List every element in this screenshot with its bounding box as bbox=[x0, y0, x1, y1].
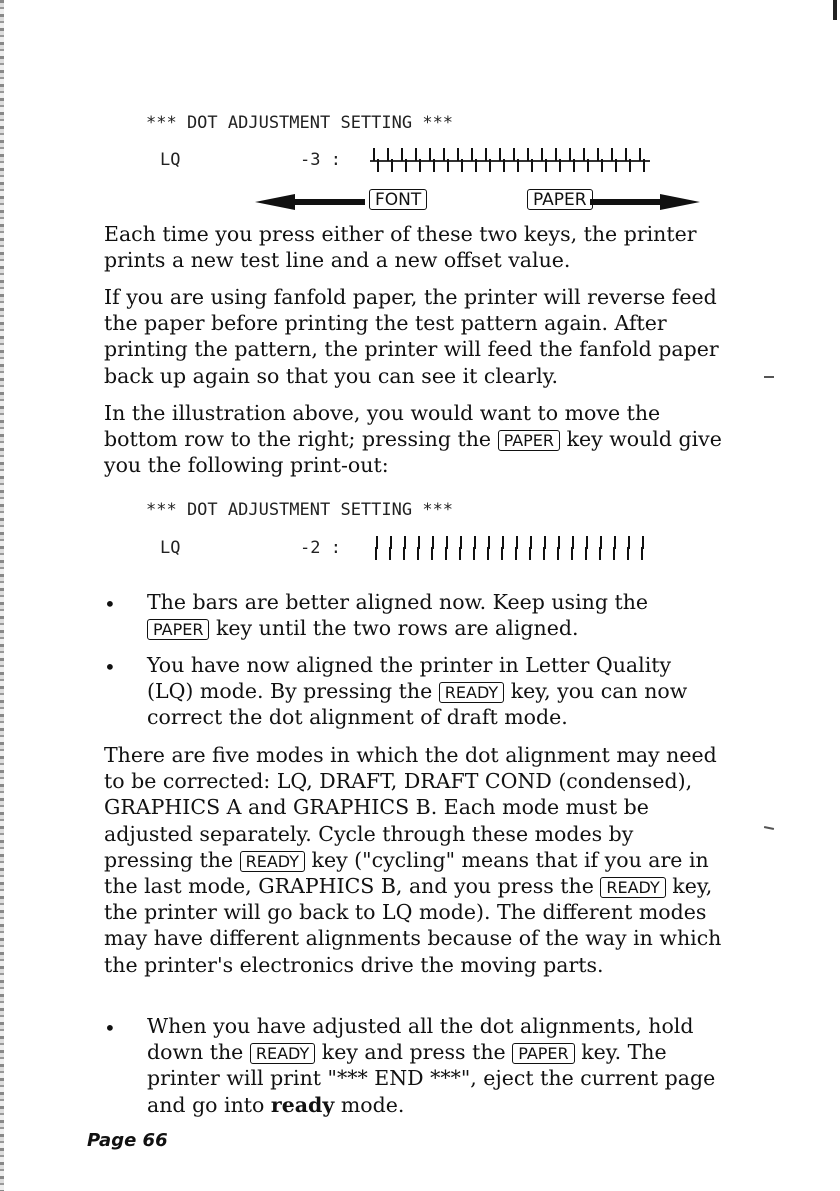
test-line-value: -3 : bbox=[300, 150, 341, 170]
bullet-icon: • bbox=[104, 655, 116, 679]
test-bar bbox=[426, 536, 440, 560]
paper-key: PAPER bbox=[512, 1043, 574, 1064]
ready-key: READY bbox=[240, 851, 305, 872]
margin-tick bbox=[764, 826, 774, 830]
test-bar bbox=[370, 536, 384, 560]
test-bar bbox=[552, 148, 566, 172]
test-bar bbox=[580, 148, 594, 172]
test-bar bbox=[622, 148, 636, 172]
page-number: Page 66 bbox=[87, 1130, 168, 1151]
test-bar bbox=[524, 536, 538, 560]
test-bar bbox=[454, 148, 468, 172]
test-bar bbox=[594, 536, 608, 560]
test-bar bbox=[384, 148, 398, 172]
test-line-mode: LQ bbox=[160, 538, 181, 558]
test-bar bbox=[552, 536, 566, 560]
test-bar bbox=[454, 536, 468, 560]
bullet-finish: When you have adjusted all the dot alignments, hold down the READY key and press the PAPER key. The printer will print "*** END ***", eject the current page and go into ready mode. bbox=[147, 1014, 716, 1117]
test-bar bbox=[440, 536, 454, 560]
test-bar bbox=[370, 148, 384, 172]
test-bar bbox=[510, 148, 524, 172]
test-line-mode: LQ bbox=[160, 150, 181, 170]
test-line-1 bbox=[160, 148, 650, 172]
test-bar bbox=[636, 148, 650, 172]
test-line-value: -2 : bbox=[300, 538, 341, 558]
test-bar bbox=[538, 536, 552, 560]
bullet-better-aligned: The bars are better aligned now. Keep using the PAPER key until the two rows are aligned. bbox=[147, 590, 649, 641]
ready-key: READY bbox=[600, 877, 665, 898]
bullet-icon: • bbox=[104, 1016, 116, 1040]
test-bar bbox=[412, 536, 426, 560]
arrow-left-icon bbox=[255, 194, 365, 210]
paper-key: PAPER bbox=[498, 430, 560, 451]
scan-left-edge bbox=[0, 0, 4, 1191]
paragraph-illustration: In the illustration above, you would want to move the bottom row to the right; pressing the PAPER key would give you the following print-out: bbox=[104, 401, 722, 478]
test-bar bbox=[636, 536, 650, 560]
test-bar bbox=[482, 148, 496, 172]
paragraph-fanfold: If you are using fanfold paper, the printer will reverse feed the paper before printing the test pattern again. After printing the pattern, the printer will feed the fanfold paper back up again so that you can see it clearly. bbox=[104, 285, 719, 388]
test-bar bbox=[440, 148, 454, 172]
test-bar bbox=[608, 536, 622, 560]
test-bar bbox=[426, 148, 440, 172]
ready-key: READY bbox=[250, 1043, 315, 1064]
paper-key: PAPER bbox=[527, 189, 593, 210]
test-bar bbox=[496, 148, 510, 172]
test-bar bbox=[524, 148, 538, 172]
test-bar bbox=[566, 148, 580, 172]
test-bar bbox=[510, 536, 524, 560]
test-bar bbox=[496, 536, 510, 560]
test-bar bbox=[468, 536, 482, 560]
test-bar bbox=[384, 536, 398, 560]
test-bar bbox=[594, 148, 608, 172]
test-bar bbox=[398, 148, 412, 172]
test-bar bbox=[482, 536, 496, 560]
test-bar bbox=[622, 536, 636, 560]
paper-key: PAPER bbox=[147, 619, 209, 640]
test-line-2 bbox=[160, 536, 650, 560]
test-bar bbox=[566, 536, 580, 560]
print-header-1: *** DOT ADJUSTMENT SETTING *** bbox=[146, 113, 454, 133]
test-bar bbox=[468, 148, 482, 172]
aligned-bars bbox=[370, 536, 650, 560]
scan-right-mark bbox=[833, 0, 837, 20]
bullet-letter-quality: You have now aligned the printer in Letter Quality (LQ) mode. By pressing the READY key, you can now correct the dot alignment of draft mode. bbox=[147, 653, 688, 730]
test-bar bbox=[538, 148, 552, 172]
test-bar bbox=[608, 148, 622, 172]
test-bar bbox=[398, 536, 412, 560]
misaligned-bars bbox=[370, 148, 650, 172]
font-key: FONT bbox=[369, 189, 427, 210]
ready-key: READY bbox=[439, 682, 504, 703]
print-header-2: *** DOT ADJUSTMENT SETTING *** bbox=[146, 500, 454, 520]
arrow-right-icon bbox=[590, 194, 700, 210]
paragraph-five-modes: There are five modes in which the dot alignment may need to be corrected: LQ, DRAFT, DRAFT COND (condensed), GRAPHICS A and GRAPHICS B. Each mode must be adjusted separately. Cycle through these modes by pressing the READY key ("cycling" means that if you are in the last mode, GRAPHICS B, and you press the READY key, the printer will go back to LQ mode). The different modes may have different alignments because of the way in which the printer's electronics drive the moving parts. bbox=[104, 743, 722, 977]
paragraph-keys: Each time you press either of these two keys, the printer prints a new test line and a new offset value. bbox=[104, 222, 697, 273]
test-bar bbox=[412, 148, 426, 172]
test-bar bbox=[580, 536, 594, 560]
key-illustration bbox=[255, 186, 700, 220]
bullet-icon: • bbox=[104, 592, 116, 616]
margin-tick bbox=[764, 376, 774, 378]
